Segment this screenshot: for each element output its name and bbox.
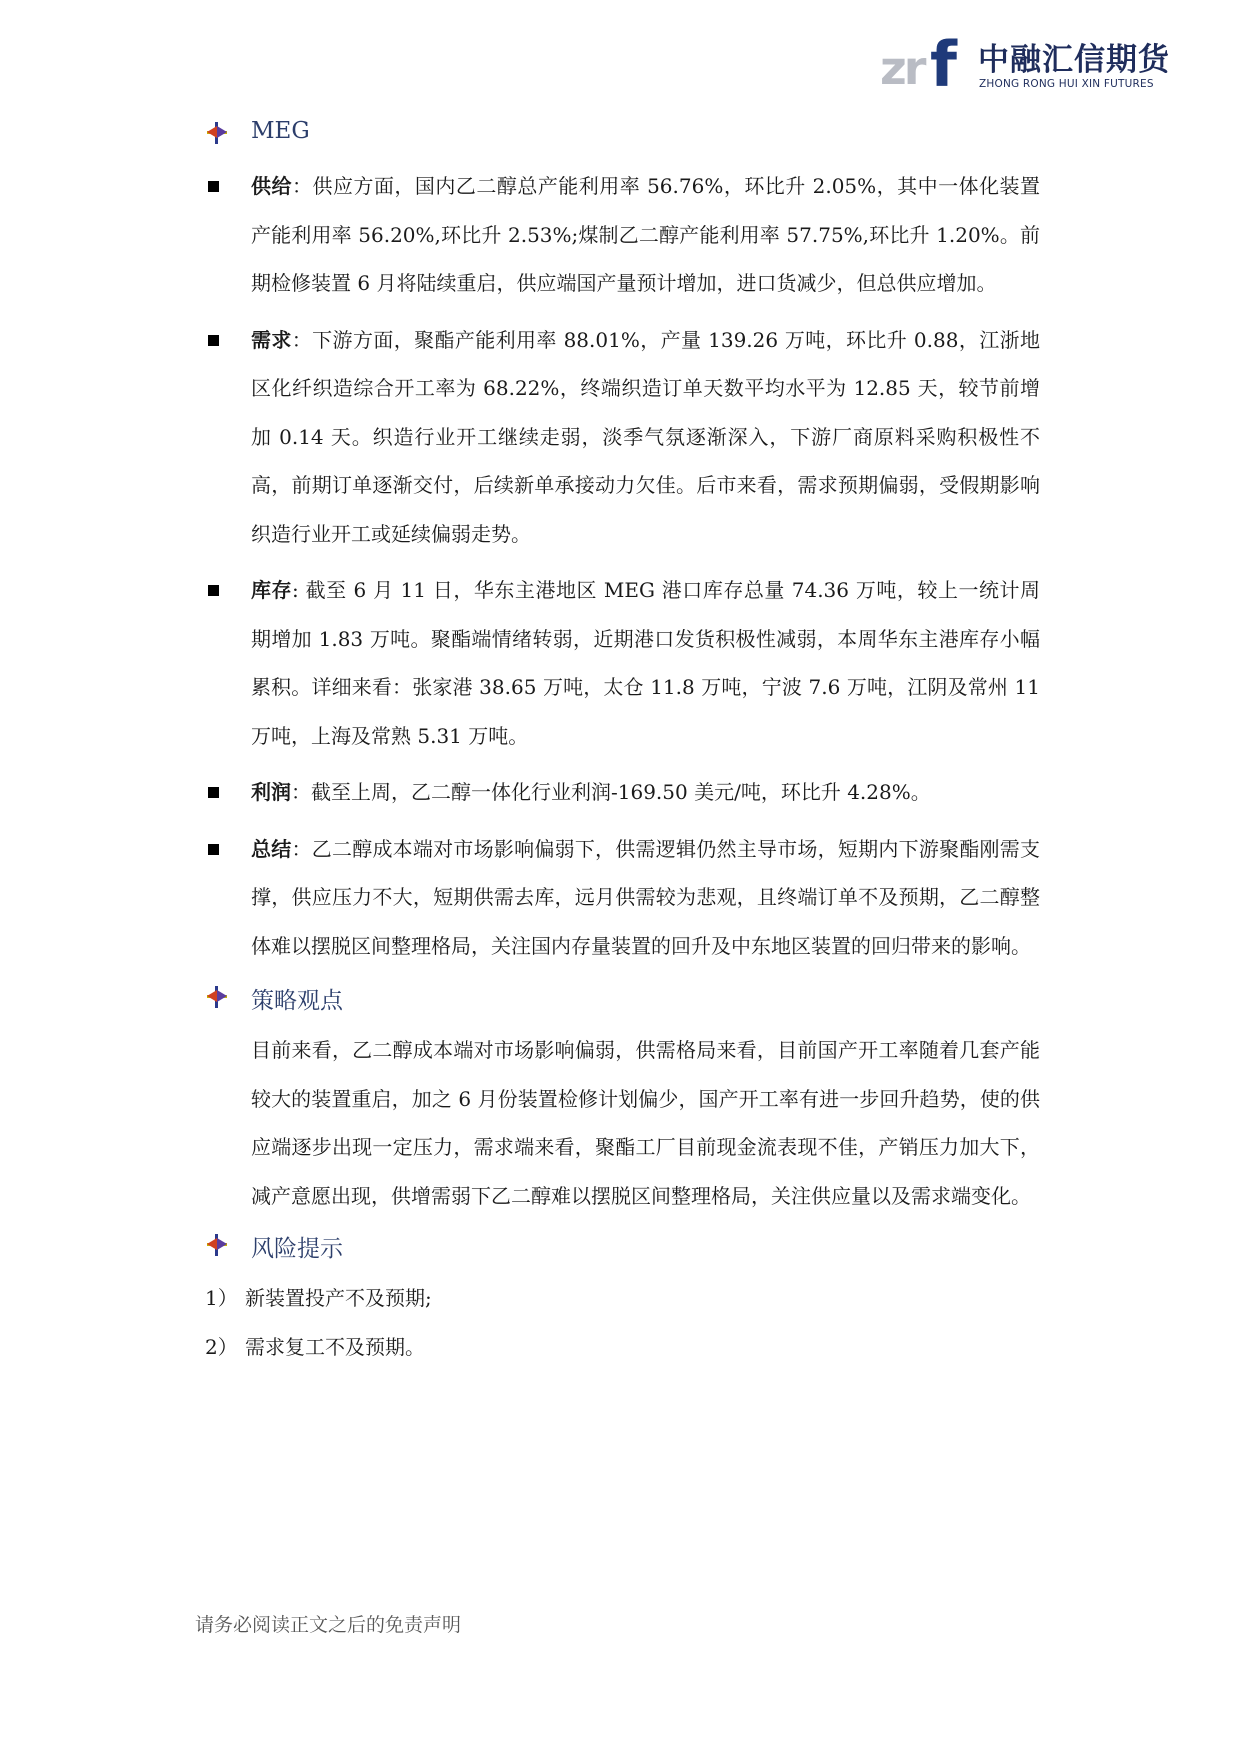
report-body: [205, 114, 1040, 1371]
square-bullet-icon: [208, 585, 219, 596]
risk-list-item: [205, 1274, 1040, 1323]
zrf-logo-mark: [880, 32, 972, 92]
risk-list-item: [205, 1323, 1040, 1372]
item-text: 截至 6 月 11 日，华东主港地区 MEG 港口库存总量 74.36 万吨，较上一统计周期增加 1.83 万吨。聚酯端情绪转弱，近期港口发货积极性减弱，本周华东主港库存小幅累积。详细来看：张家港 38.65 万吨，太仓 11.8 万吨，宁波 7.6 万吨，江阴及常州 11 万吨，上海及常熟 5.31 万吨。: [251, 578, 1041, 748]
section-bullet-icon: [205, 122, 229, 144]
item-text: 截至上周，乙二醇一体化行业利润-169.50 美元/吨，环比升 4.28%。: [311, 780, 931, 804]
section-bullet-icon: [205, 986, 229, 1008]
risk-text: 需求复工不及预期。: [245, 1334, 425, 1359]
bullet-item-supply: [205, 162, 1040, 308]
item-separator: ：: [291, 780, 311, 804]
section-bullet-icon: [205, 1234, 229, 1256]
section-title: 风险提示: [251, 1236, 343, 1262]
section-heading-strategy: [205, 978, 1040, 1018]
strategy-paragraph: [205, 1026, 1040, 1220]
section-title: 策略观点: [251, 988, 343, 1014]
square-bullet-icon: [208, 844, 219, 855]
disclaimer-footer: 请务必阅读正文之后的免责声明: [195, 1614, 462, 1636]
item-label: 供给: [251, 174, 292, 198]
item-label: 库存: [251, 578, 293, 602]
bullet-item-summary: [205, 825, 1040, 971]
item-separator: ：: [291, 836, 312, 861]
item-label: 需求: [251, 327, 292, 352]
item-separator: ：: [291, 327, 313, 352]
risk-text: 新装置投产不及预期;: [245, 1286, 432, 1310]
item-label: 总结: [251, 836, 292, 861]
logo-company-name-en: ZHONG RONG HUI XIN FUTURES: [979, 78, 1154, 90]
item-text: 下游方面，聚酯产能利用率 88.01%，产量 139.26 万吨，环比升 0.88，江浙地区化纤织造综合开工率为 68.22%，终端织造订单天数平均水平为 12.85 天，较节前增加 0.14 天。织造行业开工继续走弱，淡季气氛逐渐深入，下游厂商原料采购积极性不高，前期订单逐渐交付，后续新单承接动力欠佳。后市来看，需求预期偏弱，受假期影响织造行业开工或延续偏弱走势。: [251, 327, 1041, 546]
item-separator: ：: [291, 174, 313, 198]
square-bullet-icon: [208, 787, 219, 798]
bullet-item-inventory: [205, 566, 1040, 760]
item-text: 乙二醇成本端对市场影响偏弱下，供需逻辑仍然主导市场，短期内下游聚酯刚需支撑，供应压力不大，短期供需去库，远月供需较为悲观，且终端订单不及预期，乙二醇整体难以摆脱区间整理格局，关注国内存量装置的回升及中东地区装置的回归带来的影响。: [251, 836, 1041, 958]
strategy-text: 目前来看，乙二醇成本端对市场影响偏弱，供需格局来看，目前国产开工率随着几套产能较大的装置重启，加之 6 月份装置检修计划偏少，国产开工率有进一步回升趋势，使的供应端逐步出现一定压力，需求端来看，聚酯工厂目前现金流表现不佳，产销压力加大下，减产意愿出现，供增需弱下乙二醇难以摆脱区间整理格局，关注供应量以及需求端变化。: [251, 1038, 1040, 1208]
bullet-item-profit: [205, 768, 1040, 817]
risk-number: 2）: [205, 1334, 238, 1359]
section-heading-meg: [205, 114, 1040, 154]
square-bullet-icon: [208, 181, 219, 192]
item-label: 利润: [251, 780, 291, 804]
risk-number: 1）: [205, 1286, 238, 1310]
bullet-item-demand: [205, 316, 1040, 559]
section-heading-risk: [205, 1226, 1040, 1266]
svg-text:f: f: [930, 32, 957, 92]
logo-company-name-cn: 中融汇信期货: [978, 42, 1170, 78]
company-logo: [880, 30, 1170, 96]
item-text: 供应方面，国内乙二醇总产能利用率 56.76%，环比升 2.05%，其中一体化装置产能利用率 56.20%,环比升 2.53%;煤制乙二醇产能利用率 57.75%,环比升 1.20%。前期检修装置 6 月将陆续重启，供应端国产量预计增加，进口货减少，但总供应增加。: [251, 174, 1041, 295]
square-bullet-icon: [208, 335, 219, 346]
svg-text:zr: zr: [880, 41, 924, 92]
section-title: MEG: [251, 118, 310, 144]
item-separator: :: [292, 578, 306, 602]
